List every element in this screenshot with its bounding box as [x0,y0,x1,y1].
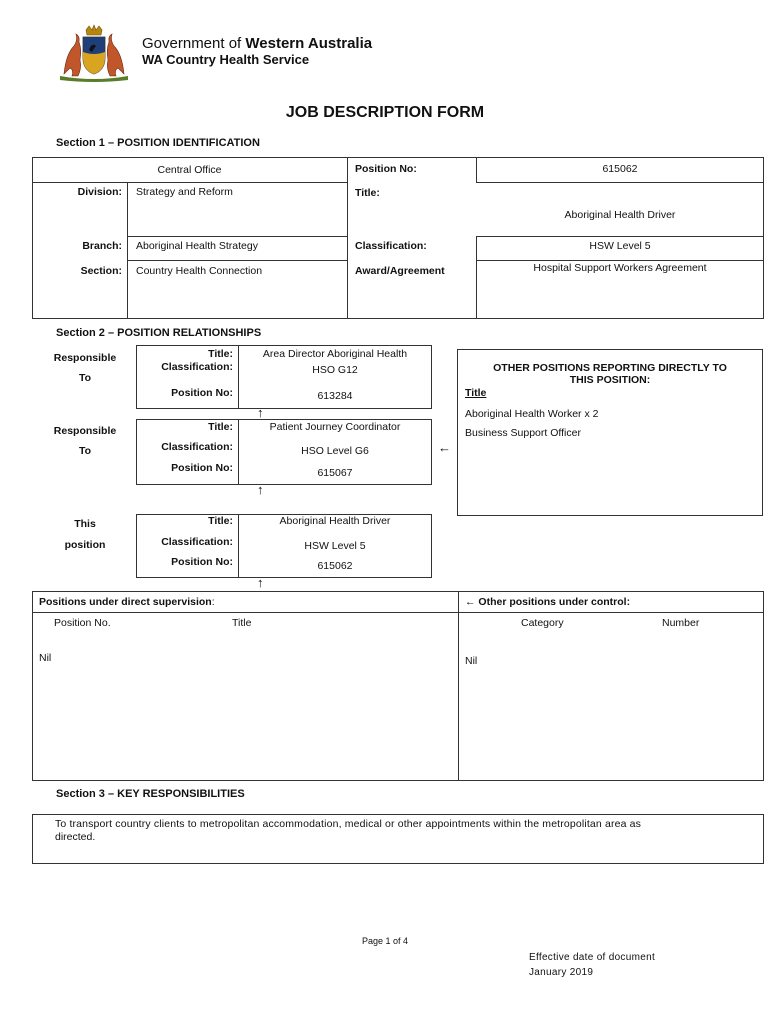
to-label-2: To [78,445,92,457]
direct-supervision-text: Positions under direct supervision [39,596,212,608]
box3-title-label: Title: [208,515,233,527]
box1-position-no: 613284 [317,390,353,402]
box2-title-label: Title: [208,421,233,433]
other-positions-heading-2: THIS POSITION: [569,374,651,386]
responsible-label-2: Responsible [53,425,117,437]
box2-classification: HSO Level G6 [301,445,369,457]
classification-value: HSW Level 5 [589,240,651,252]
branch-label: Branch: [82,240,122,252]
section-value: Country Health Connection [136,265,263,277]
direct-supervision-colon: : [211,596,215,608]
number-column: Number [662,617,700,629]
office-value: Central Office [157,164,222,176]
title-value: Aboriginal Health Driver [564,209,676,221]
box2-position-no-label: Position No: [171,462,233,474]
government-crest [56,24,132,84]
classification-label: Classification: [355,240,427,252]
category-column: Category [521,617,564,629]
up-arrow-2: ↑ [257,482,264,497]
division-label: Division: [77,186,122,198]
box2-title: Patient Journey Coordinator [269,421,401,433]
other-item-2: Business Support Officer [465,427,581,439]
title-column: Title [232,617,252,629]
supervision-table [32,591,764,781]
section2-heading: Section 2 – POSITION RELATIONSHIPS [56,327,262,339]
crest-icon [56,24,132,84]
box2-classification-label: Classification: [161,441,233,453]
section-label: Section: [80,265,122,277]
up-arrow-1: ↑ [257,405,264,420]
box3-classification-label: Classification: [161,536,233,548]
key-responsibilities-line1: To transport country clients to metropolitan accommodation, medical or other appointments within the metropolitan area as [55,818,642,830]
division-value: Strategy and Reform [136,186,233,198]
other-control-arrow: ← [465,596,476,608]
direct-supervision-label [39,596,215,608]
up-arrow-3: ↑ [257,575,264,590]
gov-name-line2: WA Country Health Service [142,52,310,67]
box3-classification: HSW Level 5 [304,540,366,552]
box1-title-label: Title: [208,348,233,360]
this-label: This [74,518,96,530]
award-value: Hospital Support Workers Agreement [533,262,707,274]
position-no-value: 615062 [602,163,638,175]
gov-state: Western Australia [245,35,373,52]
box2-position-no: 615067 [317,467,353,479]
box1-title: Area Director Aboriginal Health [262,348,408,360]
section1-heading: Section 1 – POSITION IDENTIFICATION [56,137,260,149]
position-no-label: Position No: [355,163,417,175]
document-title: JOB DESCRIPTION FORM [285,104,485,121]
box1-position-no-label: Position No: [171,387,233,399]
other-control-text: Other positions under control: [478,596,631,608]
other-control-label [465,596,630,608]
position-no-column: Position No. [54,617,111,629]
key-responsibilities-line2: directed. [55,831,96,843]
box1-classification: HSO G12 [312,364,358,376]
award-label: Award/Agreement [355,265,445,277]
effective-date-value: January 2019 [529,967,594,978]
box3-position-no-label: Position No: [171,556,233,568]
direct-supervision-value: Nil [39,652,52,664]
position-label: position [64,539,106,551]
box3-title: Aboriginal Health Driver [279,515,391,527]
left-arrow: ← [438,440,451,455]
effective-date-label: Effective date of document [529,952,656,963]
gov-name-line1 [142,35,372,52]
title-label: Title: [355,187,380,199]
gov-prefix: Government of [142,35,242,52]
box1-classification-label: Classification: [161,361,233,373]
section3-heading: Section 3 – KEY RESPONSIBILITIES [56,788,245,800]
page-number: Page 1 of 4 [361,936,409,946]
responsible-label-1: Responsible [53,352,117,364]
branch-value: Aboriginal Health Strategy [136,240,258,252]
other-title-label: Title [465,387,487,399]
other-positions-heading-1: OTHER POSITIONS REPORTING DIRECTLY TO [493,362,727,374]
other-control-value: Nil [465,655,478,667]
other-item-1: Aboriginal Health Worker x 2 [465,408,599,420]
to-label-1: To [78,372,92,384]
box3-position-no: 615062 [317,560,353,572]
